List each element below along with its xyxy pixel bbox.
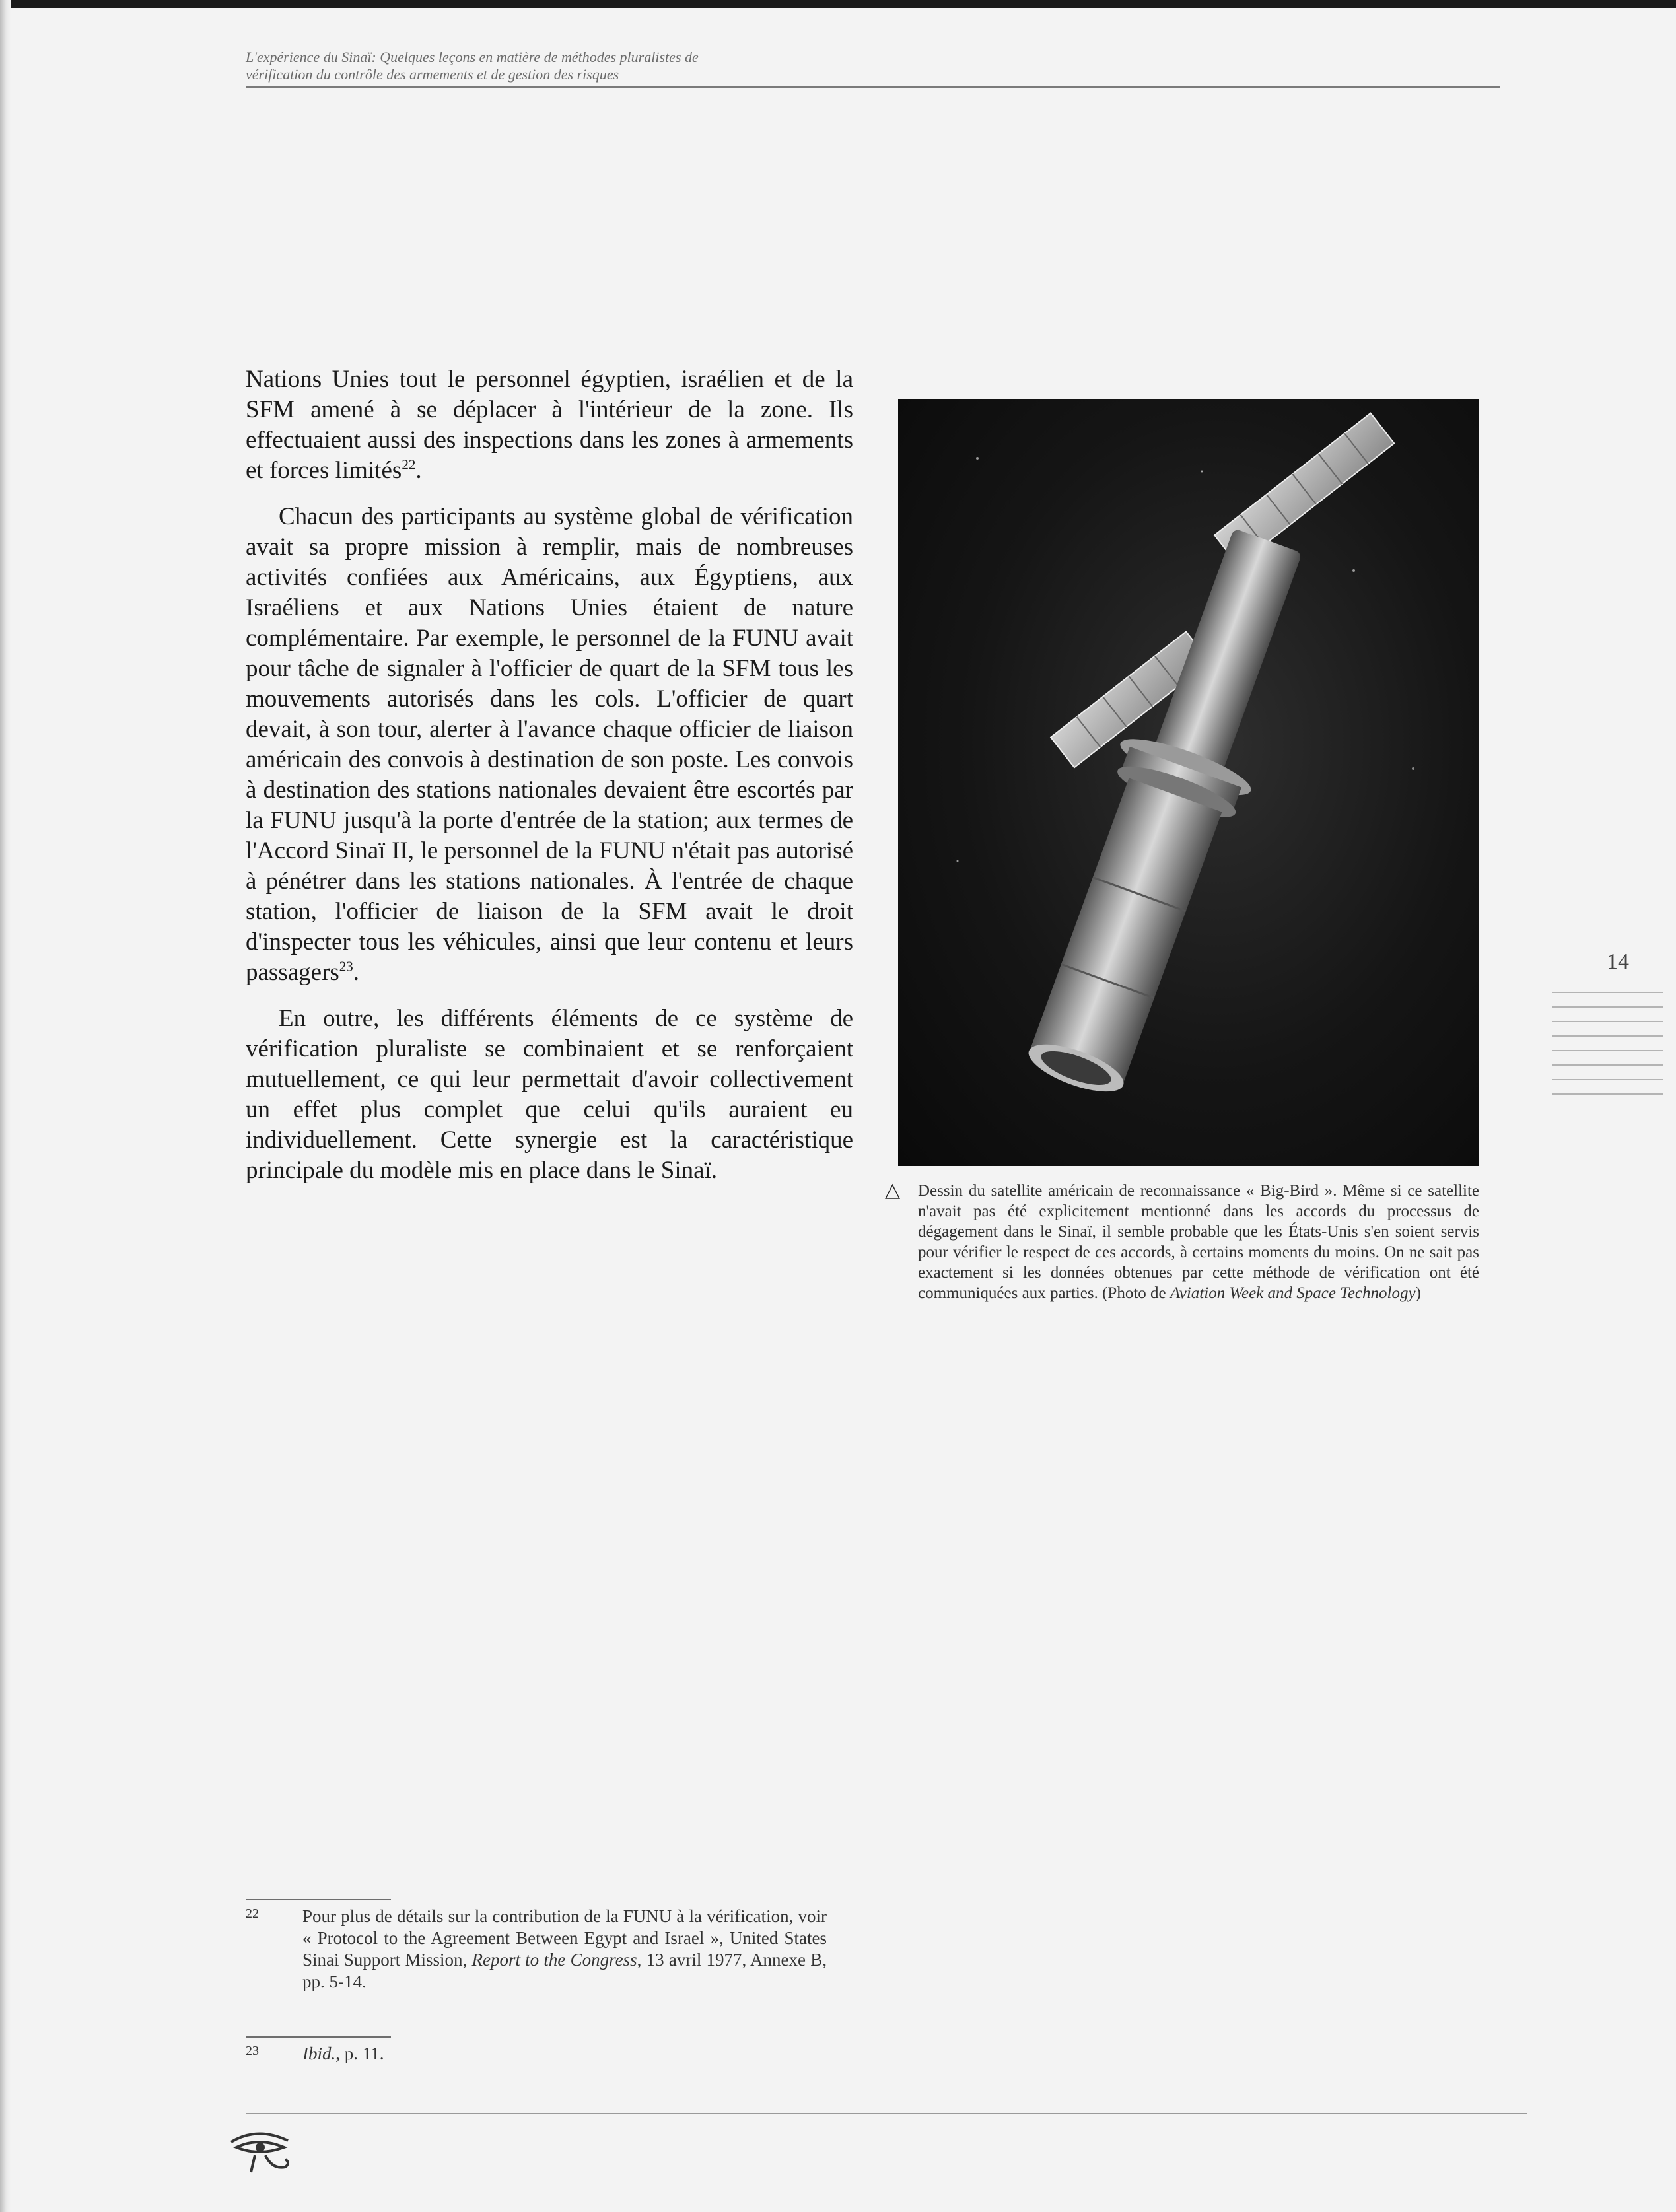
page-edge-shadow bbox=[0, 0, 11, 2212]
footnote-number: 22 bbox=[246, 1906, 259, 1921]
credit-suffix: ) bbox=[1415, 1284, 1421, 1302]
footnote-text: Pour plus de détails sur la contribution de la FUNU à la vérification, voir « Protocol to the Agreement Between Egypt and Israel », United States Sinai Support Mission, Report to the Congress, 13 avril 1977, Annexe B, pp. 5-14. bbox=[302, 1906, 827, 1991]
figure-caption bbox=[885, 1179, 1479, 1303]
caption-text: Dessin du satellite américain de reconnaissance « Big-Bird ». Même si ce satellite n'avait pas été explicitement mentionné dans les accords du processus de dégagement dans le Sinaï, il semble probable que les États-Unis s'en soient servis pour vérifier le respect de ces accords, à certains moments du moins. On ne sait pas exactement si les données obtenues par cette méthode de vérification ont été communiquées aux parties. bbox=[918, 1182, 1479, 1302]
page-number: 14 bbox=[1607, 950, 1629, 974]
footnote-22 bbox=[246, 1906, 827, 1993]
body-paragraph-2 bbox=[246, 502, 853, 988]
margin-rules bbox=[1552, 992, 1663, 1108]
photo-credit bbox=[1102, 1284, 1421, 1302]
paragraph-text: Chacun des participants au système global de vérification avait sa propre mission à remplir, mais de nombreuses activités confiées aux Américains, aux Égyptiens, aux Israéliens et aux Nations Unies étaient de nature complémentaire. Par exemple, le personnel de la FUNU avait pour tâche de signaler à l'officier de quart de la SFM tous les mouvements autorisés dans les cols. L'officier de quart devait, à son tour, alerter à l'avance chaque officier de liaison américain des convois à destination de son poste. Les convois à destination des stations nationales devaient être escortés par la FUNU jusqu'à la porte d'entrée de la station; aux termes de l'Accord Sinaï II, le personnel de la FUNU n'était pas autorisé à pénétrer dans les stations nationales. À l'entrée de chaque station, l'officier de liaison de la SFM avait le droit d'inspecter tous les véhicules, ainsi que leur contenu et leurs passagers bbox=[246, 503, 853, 986]
footnote-number: 23 bbox=[246, 2044, 259, 2058]
satellite-photo bbox=[898, 399, 1479, 1166]
footnote-ref-22[interactable]: 22 bbox=[402, 456, 416, 473]
paragraph-tail: . bbox=[415, 457, 422, 484]
running-header bbox=[246, 49, 1500, 83]
paragraph-text: En outre, les différents éléments de ce système de vérification pluraliste se combinaient et se renforçaient mutuellement, ce qui leur permettait d'avoir collectivement un effet plus complet que celui qu'ils auraient eu individuellement. Cette synergie est la caractéristique principale du modèle mis en place dans le Sinaï. bbox=[246, 1005, 853, 1184]
top-border bbox=[0, 0, 1676, 8]
header-rule bbox=[246, 86, 1500, 88]
satellite-illustration bbox=[898, 399, 1479, 1166]
body-paragraph-1 bbox=[246, 364, 853, 486]
footnote-text: Ibid., p. 11. bbox=[302, 2044, 384, 2063]
footnote-rule-2 bbox=[246, 2036, 391, 2038]
triangle-icon: △ bbox=[885, 1179, 901, 1201]
footnote-ref-23[interactable]: 23 bbox=[339, 958, 353, 975]
running-header-line-2: vérification du contrôle des armements et de gestion des risques bbox=[246, 66, 619, 83]
body-paragraph-3 bbox=[246, 1004, 853, 1186]
bottom-rule bbox=[246, 2113, 1527, 2114]
body-text-column bbox=[246, 364, 853, 1202]
credit-prefix: (Photo de bbox=[1102, 1284, 1170, 1302]
footnote-23 bbox=[246, 2043, 827, 2065]
paragraph-tail: . bbox=[353, 959, 360, 986]
paragraph-text: Nations Unies tout le personnel égyptien, israélien et de la SFM amené à se déplacer à l'intérieur de la zone. Ils effectuaient aussi des inspections dans les zones à armements et forces limités bbox=[246, 366, 853, 484]
eye-of-horus-icon bbox=[225, 2124, 297, 2176]
credit-source: Aviation Week and Space Technology bbox=[1170, 1284, 1416, 1302]
running-header-line-1: L'expérience du Sinaï: Quelques leçons en matière de méthodes pluralistes de bbox=[246, 49, 699, 65]
footnote-rule-1 bbox=[246, 1899, 391, 1900]
eye-of-horus-logo bbox=[225, 2124, 297, 2176]
